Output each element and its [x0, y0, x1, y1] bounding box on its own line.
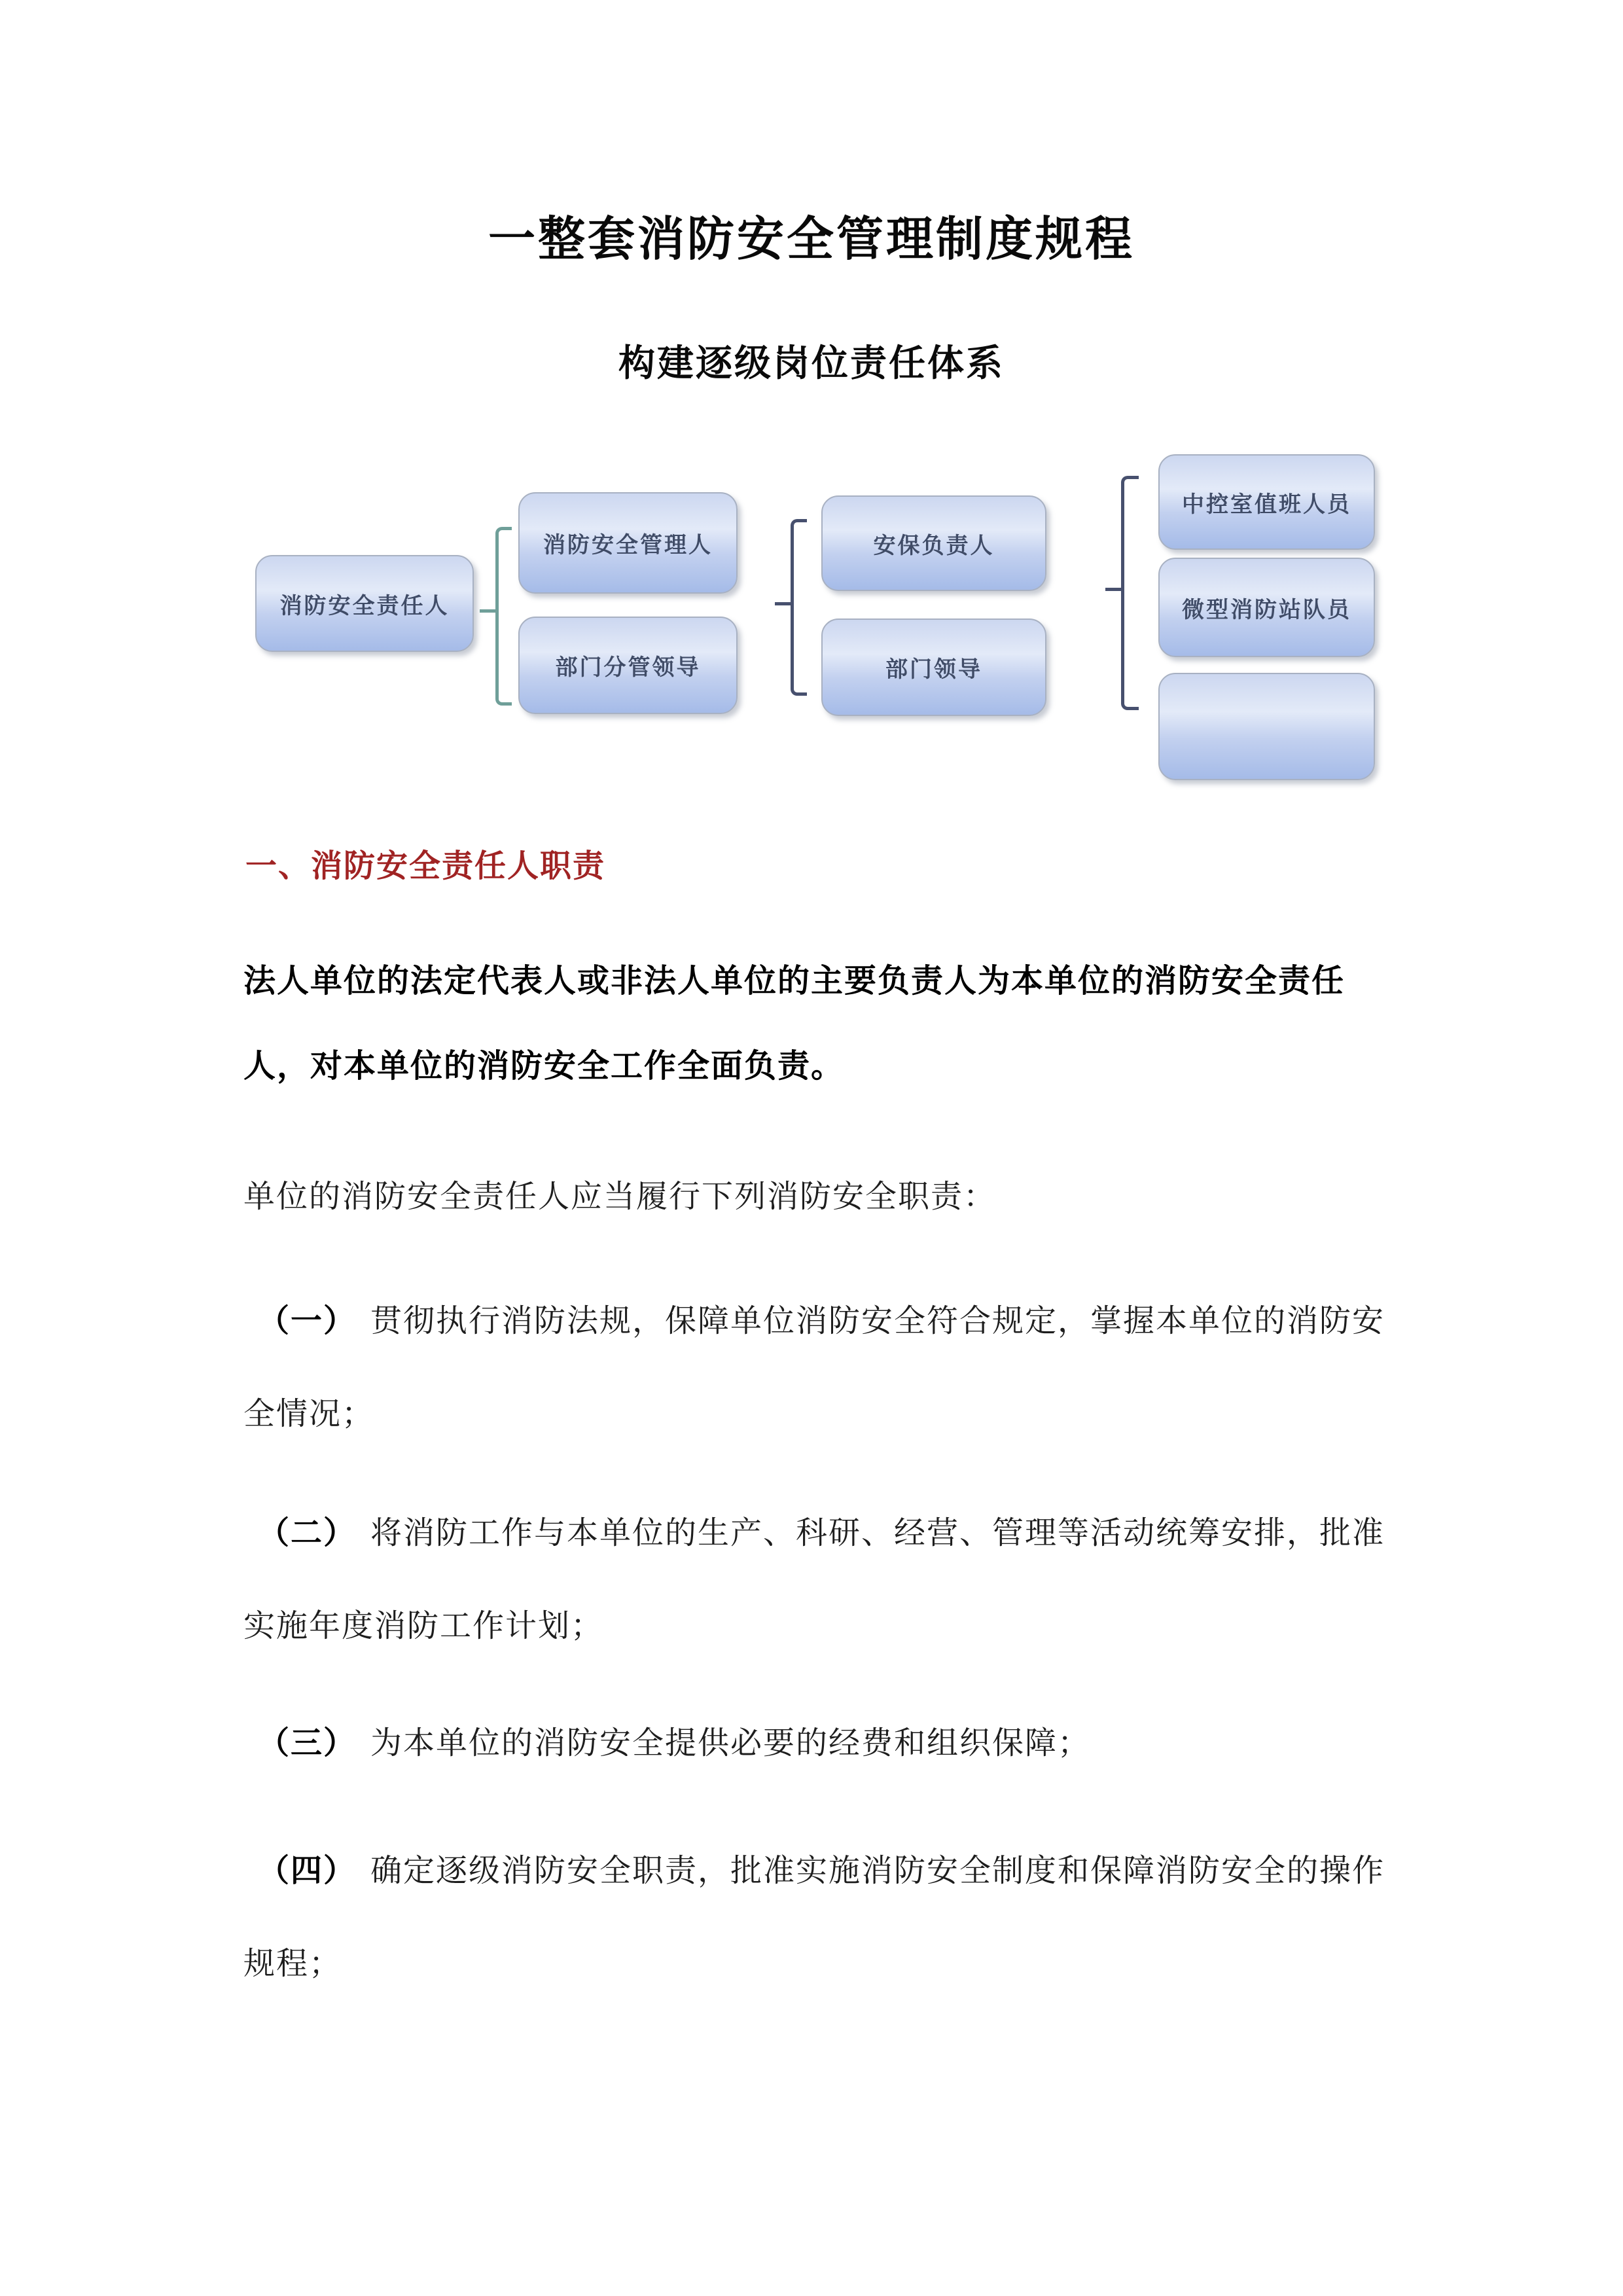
section-heading: 一、消防安全责任人职责: [245, 849, 606, 884]
org-box-label: 安保负责人: [873, 533, 995, 558]
lead-paragraph: 单位的消防安全责任人应当履行下列消防安全职责：: [243, 1179, 997, 1214]
bracket-tick-level3: [1105, 588, 1122, 591]
duty-item-2: [243, 1487, 1385, 1673]
org-box-label: 部门分管领导: [555, 655, 701, 680]
bracket-tick-level2: [775, 602, 792, 605]
bracket-tick-level1: [480, 609, 497, 613]
org-box-control-room-duty-staff: [1158, 454, 1375, 550]
item-marker: （三）: [258, 1726, 357, 1761]
item-marker: （一）: [258, 1304, 357, 1338]
org-box-label: 中控室值班人员: [1182, 492, 1351, 517]
text-line: [243, 1697, 1382, 1790]
text-line: 法人单位的法定代表人或非法人单位的主要负责人为本单位的消防安全责任: [243, 963, 1346, 999]
org-box-department-deputy-leader: [518, 617, 738, 714]
org-chart: [0, 0, 1623, 825]
org-box-label: 消防安全责任人: [279, 593, 450, 619]
text-line: [243, 1275, 1385, 1368]
text-line: 人，对本单位的消防安全工作全面负责。: [243, 1049, 845, 1084]
org-box-fire-safety-responsible-person: [255, 555, 474, 652]
org-box-fire-safety-manager: [518, 492, 738, 594]
text-line: 规程；: [243, 1946, 342, 1981]
org-box-security-head: [821, 495, 1046, 591]
item-text: 将消防工作与本单位的生产、科研、经营、管理等活动统筹安排，批准: [370, 1516, 1385, 1551]
text-line: 实施年度消防工作计划；: [243, 1609, 604, 1643]
bracket-connector-level3: [1121, 476, 1139, 710]
org-box-empty: [1158, 673, 1375, 780]
text-line: [243, 1825, 1385, 1918]
item-text: 贯彻执行消防法规，保障单位消防安全符合规定，掌握本单位的消防安: [370, 1304, 1385, 1338]
text-line: [243, 1487, 1385, 1580]
item-marker: （四）: [258, 1854, 357, 1888]
page-title: 一整套消防安全管理制度规程: [488, 213, 1135, 266]
duty-item-3: [243, 1697, 1382, 1790]
page-subtitle: 构建逐级岗位责任体系: [618, 342, 1005, 384]
item-text: 为本单位的消防安全提供必要的经费和组织保障；: [370, 1726, 1091, 1761]
bracket-connector-level2: [791, 519, 807, 696]
org-box-label: 消防安全管理人: [543, 533, 713, 558]
org-box-label: 部门领导: [885, 657, 982, 682]
text-line: 全情况；: [243, 1397, 375, 1431]
duty-item-4: [243, 1825, 1385, 2011]
org-box-label: 微型消防站队员: [1182, 597, 1351, 622]
item-marker: （二）: [258, 1516, 357, 1551]
intro-paragraph: [243, 939, 1382, 1109]
duty-item-1: [243, 1275, 1385, 1461]
bracket-connector-level1: [495, 527, 512, 706]
item-text: 确定逐级消防安全职责，批准实施消防安全制度和保障消防安全的操作: [370, 1854, 1385, 1888]
org-box-mini-fire-station-member: [1158, 558, 1375, 657]
org-box-department-leader: [821, 619, 1046, 716]
